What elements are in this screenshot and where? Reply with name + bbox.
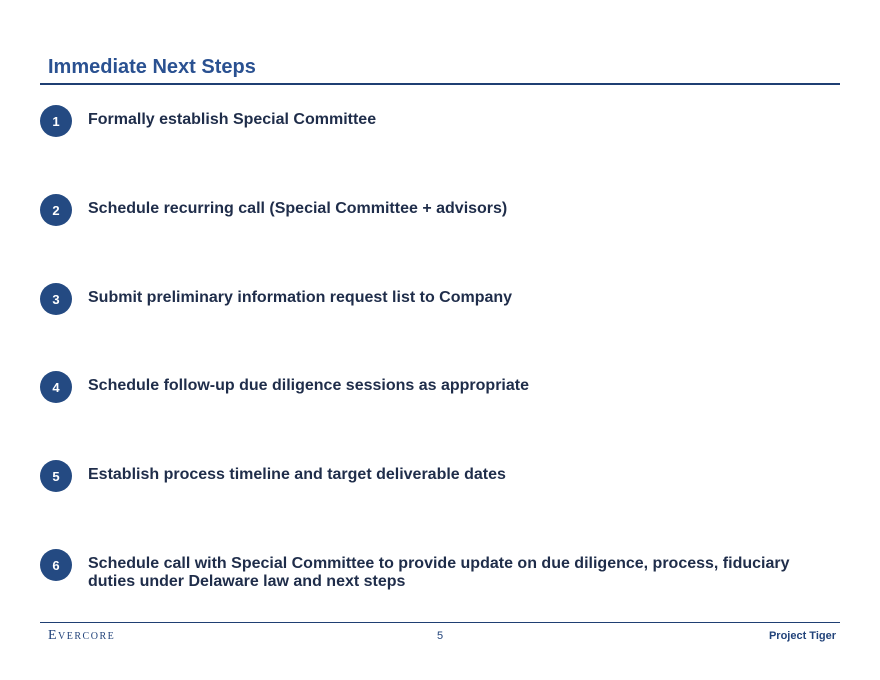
title-divider <box>40 83 840 85</box>
step-number-badge: 6 <box>40 549 72 581</box>
page-number: 5 <box>436 630 444 642</box>
step-item-3 <box>40 283 830 315</box>
project-name: Project Tiger <box>768 630 836 642</box>
step-item-2 <box>40 194 830 226</box>
step-text: Formally establish Special Committee <box>88 111 377 128</box>
step-text: Schedule recurring call (Special Committee + advisors) <box>88 200 508 217</box>
step-text: Schedule follow-up due diligence sessions as appropriate <box>88 377 529 394</box>
step-text: Establish process timeline and target deliverable dates <box>88 466 506 483</box>
step-item-6 <box>40 549 830 591</box>
step-text: Submit preliminary information request list to Company <box>88 289 513 306</box>
page-title: Immediate Next Steps <box>48 56 256 78</box>
step-number-badge: 1 <box>40 105 72 137</box>
step-number-badge: 4 <box>40 371 72 403</box>
footer-divider <box>40 622 840 623</box>
step-number-badge: 2 <box>40 194 72 226</box>
step-number-badge: 3 <box>40 283 72 315</box>
step-number-badge: 5 <box>40 460 72 492</box>
evercore-logo: Evercore <box>48 628 116 643</box>
step-item-1 <box>40 105 830 137</box>
step-text: Schedule call with Special Committee to provide update on due diligence, process, fiduciary duties under Delaware law and next steps <box>88 555 790 590</box>
step-item-5 <box>40 460 830 492</box>
step-item-4 <box>40 371 830 403</box>
